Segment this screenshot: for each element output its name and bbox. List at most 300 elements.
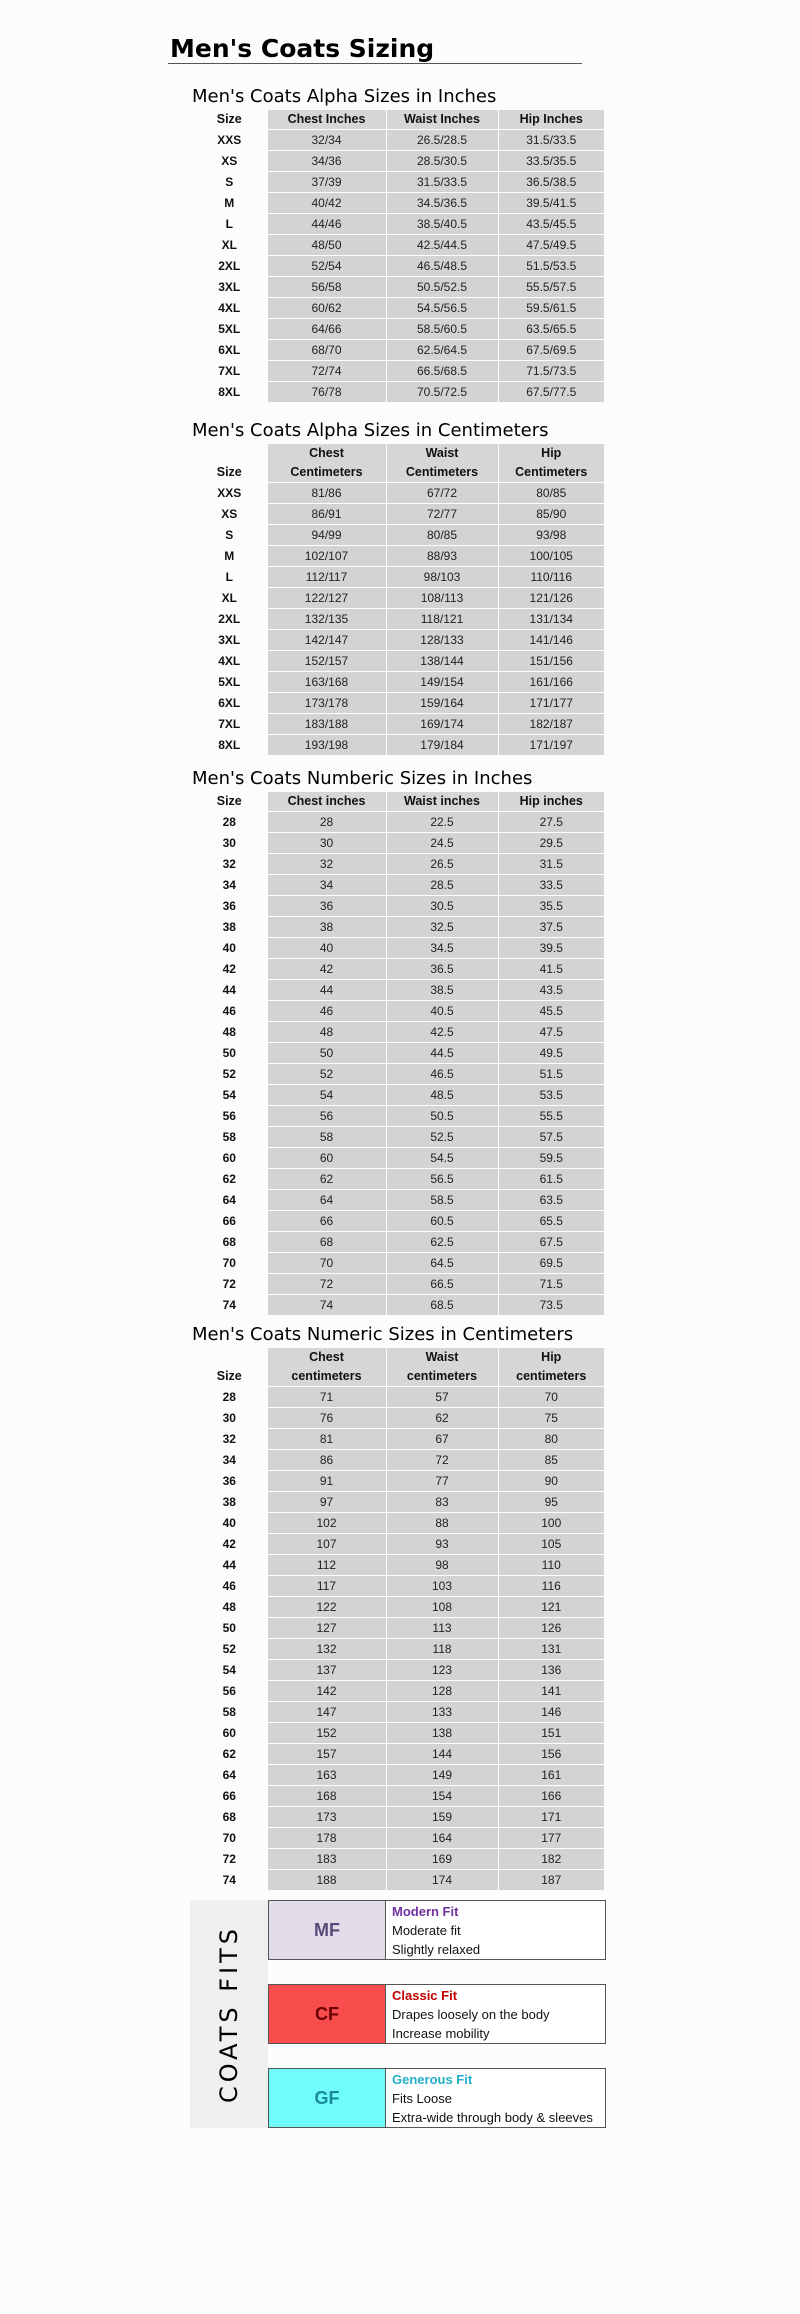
size-cell: 66	[192, 1211, 267, 1232]
header-hip-unit: Centimeters	[498, 463, 604, 483]
size-cell: 32	[192, 1429, 267, 1450]
table-row	[192, 483, 604, 504]
value-cell: 131	[498, 1639, 604, 1660]
size-cell: XXS	[192, 130, 267, 151]
table-row	[192, 1148, 604, 1169]
header-waist-unit: Centimeters	[386, 463, 498, 483]
value-cell: 88/93	[386, 546, 498, 567]
value-cell: 31.5	[498, 854, 604, 875]
value-cell: 141/146	[498, 630, 604, 651]
value-cell: 105	[498, 1534, 604, 1555]
value-cell: 76	[267, 1408, 386, 1429]
table-row	[192, 1001, 604, 1022]
value-cell: 187	[498, 1870, 604, 1891]
value-cell: 142	[267, 1681, 386, 1702]
table-row	[192, 214, 604, 235]
table-row	[192, 630, 604, 651]
value-cell: 74	[267, 1295, 386, 1316]
value-cell: 67.5	[498, 1232, 604, 1253]
value-cell: 149/154	[386, 672, 498, 693]
table-row	[192, 1064, 604, 1085]
value-cell: 94/99	[267, 525, 386, 546]
fit-generous	[268, 2068, 606, 2128]
value-cell: 80/85	[386, 525, 498, 546]
header-blank	[192, 444, 267, 463]
value-cell: 32.5	[386, 917, 498, 938]
value-cell: 55.5/57.5	[498, 277, 604, 298]
value-cell: 163	[267, 1765, 386, 1786]
table-row	[192, 1828, 604, 1849]
value-cell: 151/156	[498, 651, 604, 672]
fit-desc-1: Moderate fit	[392, 1923, 461, 1938]
value-cell: 48	[267, 1022, 386, 1043]
value-cell: 86/91	[267, 504, 386, 525]
value-cell: 70.5/72.5	[386, 382, 498, 403]
fit-classic	[268, 1984, 606, 2044]
value-cell: 67.5/77.5	[498, 382, 604, 403]
table-row	[192, 1702, 604, 1723]
value-cell: 60	[267, 1148, 386, 1169]
size-cell: 48	[192, 1597, 267, 1618]
table-row	[192, 1127, 604, 1148]
value-cell: 30.5	[386, 896, 498, 917]
size-cell: 54	[192, 1660, 267, 1681]
value-cell: 47.5	[498, 1022, 604, 1043]
value-cell: 146	[498, 1702, 604, 1723]
size-cell: XS	[192, 504, 267, 525]
value-cell: 34.5	[386, 938, 498, 959]
value-cell: 122/127	[267, 588, 386, 609]
size-cell: 74	[192, 1870, 267, 1891]
value-cell: 57	[386, 1387, 498, 1408]
size-cell: 58	[192, 1127, 267, 1148]
value-cell: 49.5	[498, 1043, 604, 1064]
size-cell: S	[192, 172, 267, 193]
value-cell: 61.5	[498, 1169, 604, 1190]
header-chest: Chest	[267, 444, 386, 463]
value-cell: 156	[498, 1744, 604, 1765]
value-cell: 85	[498, 1450, 604, 1471]
value-cell: 76/78	[267, 382, 386, 403]
size-cell: S	[192, 525, 267, 546]
value-cell: 93	[386, 1534, 498, 1555]
value-cell: 168	[267, 1786, 386, 1807]
table-row	[192, 340, 604, 361]
table-row	[192, 875, 604, 896]
numeric-cm-section	[192, 1322, 604, 1890]
value-cell: 121	[498, 1597, 604, 1618]
value-cell: 27.5	[498, 812, 604, 833]
fit-desc-2: Slightly relaxed	[392, 1942, 481, 1957]
value-cell: 64/66	[267, 319, 386, 340]
value-cell: 52/54	[267, 256, 386, 277]
header-chest: Chest	[267, 1348, 386, 1367]
header-waist-unit: centimeters	[386, 1367, 498, 1387]
size-cell: 40	[192, 938, 267, 959]
value-cell: 80	[498, 1429, 604, 1450]
size-cell: 48	[192, 1022, 267, 1043]
value-cell: 62.5/64.5	[386, 340, 498, 361]
value-cell: 38	[267, 917, 386, 938]
value-cell: 68/70	[267, 340, 386, 361]
value-cell: 75	[498, 1408, 604, 1429]
size-cell: 50	[192, 1043, 267, 1064]
value-cell: 80/85	[498, 483, 604, 504]
table-row	[192, 1492, 604, 1513]
table-row	[192, 1555, 604, 1576]
value-cell: 56/58	[267, 277, 386, 298]
value-cell: 121/126	[498, 588, 604, 609]
value-cell: 62	[267, 1169, 386, 1190]
size-cell: 2XL	[192, 256, 267, 277]
value-cell: 36.5	[386, 959, 498, 980]
table-row	[192, 714, 604, 735]
value-cell: 112/117	[267, 567, 386, 588]
table-row	[192, 319, 604, 340]
value-cell: 40	[267, 938, 386, 959]
value-cell: 59.5	[498, 1148, 604, 1169]
value-cell: 55.5	[498, 1106, 604, 1127]
size-cell: 6XL	[192, 340, 267, 361]
value-cell: 133	[386, 1702, 498, 1723]
value-cell: 128	[386, 1681, 498, 1702]
value-cell: 117	[267, 1576, 386, 1597]
title-underline	[168, 63, 582, 64]
value-cell: 42.5/44.5	[386, 235, 498, 256]
table-row	[192, 1232, 604, 1253]
size-cell: XL	[192, 235, 267, 256]
fit-name: Generous Fit	[392, 2072, 473, 2087]
size-cell: 34	[192, 875, 267, 896]
size-cell: 44	[192, 980, 267, 1001]
table-row	[192, 854, 604, 875]
table-row	[192, 896, 604, 917]
table-row	[192, 1786, 604, 1807]
value-cell: 46.5	[386, 1064, 498, 1085]
size-cell: 70	[192, 1253, 267, 1274]
value-cell: 110	[498, 1555, 604, 1576]
size-cell: 46	[192, 1576, 267, 1597]
value-cell: 116	[498, 1576, 604, 1597]
table-row	[192, 917, 604, 938]
value-cell: 72	[386, 1450, 498, 1471]
size-cell: 44	[192, 1555, 267, 1576]
size-cell: 52	[192, 1639, 267, 1660]
value-cell: 34/36	[267, 151, 386, 172]
fit-name: Modern Fit	[392, 1904, 459, 1919]
value-cell: 112	[267, 1555, 386, 1576]
value-cell: 72	[267, 1274, 386, 1295]
numeric-inches-table	[192, 792, 604, 1315]
value-cell: 56	[267, 1106, 386, 1127]
table-row	[192, 504, 604, 525]
header-blank	[192, 1348, 267, 1367]
value-cell: 188	[267, 1870, 386, 1891]
value-cell: 45.5	[498, 1001, 604, 1022]
header-hip: Hip Inches	[498, 110, 604, 130]
table-row	[192, 1870, 604, 1891]
table-row	[192, 1471, 604, 1492]
header-waist: Waist Inches	[386, 110, 498, 130]
size-cell: 30	[192, 833, 267, 854]
table-row	[192, 525, 604, 546]
size-cell: 38	[192, 1492, 267, 1513]
value-cell: 152	[267, 1723, 386, 1744]
size-cell: 7XL	[192, 361, 267, 382]
table-row	[192, 193, 604, 214]
value-cell: 86	[267, 1450, 386, 1471]
value-cell: 46.5/48.5	[386, 256, 498, 277]
table-row	[192, 361, 604, 382]
table-row	[192, 1085, 604, 1106]
size-cell: 66	[192, 1786, 267, 1807]
value-cell: 147	[267, 1702, 386, 1723]
value-cell: 91	[267, 1471, 386, 1492]
table-row	[192, 277, 604, 298]
value-cell: 164	[386, 1828, 498, 1849]
header-hip: Hip	[498, 1348, 604, 1367]
value-cell: 31.5/33.5	[498, 130, 604, 151]
value-cell: 32/34	[267, 130, 386, 151]
table-row	[192, 567, 604, 588]
size-cell: 40	[192, 1513, 267, 1534]
value-cell: 71.5	[498, 1274, 604, 1295]
size-cell: 50	[192, 1618, 267, 1639]
table-row	[192, 959, 604, 980]
table-row	[192, 1597, 604, 1618]
size-cell: 8XL	[192, 382, 267, 403]
value-cell: 43.5/45.5	[498, 214, 604, 235]
value-cell: 128/133	[386, 630, 498, 651]
size-cell: 5XL	[192, 672, 267, 693]
size-cell: 74	[192, 1295, 267, 1316]
value-cell: 48/50	[267, 235, 386, 256]
value-cell: 52	[267, 1064, 386, 1085]
value-cell: 39.5	[498, 938, 604, 959]
table-row	[192, 235, 604, 256]
table-row	[192, 1106, 604, 1127]
value-cell: 132	[267, 1639, 386, 1660]
value-cell: 67/72	[386, 483, 498, 504]
value-cell: 178	[267, 1828, 386, 1849]
value-cell: 138/144	[386, 651, 498, 672]
value-cell: 88	[386, 1513, 498, 1534]
size-cell: 2XL	[192, 609, 267, 630]
size-cell: 28	[192, 812, 267, 833]
table-row	[192, 1744, 604, 1765]
fit-code-badge: CF	[269, 1985, 386, 2043]
value-cell: 51.5	[498, 1064, 604, 1085]
value-cell: 161/166	[498, 672, 604, 693]
size-cell: 46	[192, 1001, 267, 1022]
value-cell: 123	[386, 1660, 498, 1681]
value-cell: 65.5	[498, 1211, 604, 1232]
value-cell: 93/98	[498, 525, 604, 546]
value-cell: 69.5	[498, 1253, 604, 1274]
value-cell: 122	[267, 1597, 386, 1618]
size-cell: L	[192, 567, 267, 588]
value-cell: 173/178	[267, 693, 386, 714]
size-cell: 54	[192, 1085, 267, 1106]
value-cell: 70	[267, 1253, 386, 1274]
value-cell: 163/168	[267, 672, 386, 693]
header-chest-unit: Centimeters	[267, 463, 386, 483]
value-cell: 38.5	[386, 980, 498, 1001]
section-title: Men's Coats Alpha Sizes in Centimeters	[192, 420, 549, 441]
value-cell: 100/105	[498, 546, 604, 567]
value-cell: 35.5	[498, 896, 604, 917]
value-cell: 108	[386, 1597, 498, 1618]
value-cell: 73.5	[498, 1295, 604, 1316]
value-cell: 43.5	[498, 980, 604, 1001]
value-cell: 63.5/65.5	[498, 319, 604, 340]
fit-desc-1: Fits Loose	[392, 2091, 452, 2106]
header-hip: Hip inches	[498, 792, 604, 812]
value-cell: 66	[267, 1211, 386, 1232]
value-cell: 177	[498, 1828, 604, 1849]
value-cell: 38.5/40.5	[386, 214, 498, 235]
value-cell: 71	[267, 1387, 386, 1408]
table-row	[192, 1022, 604, 1043]
value-cell: 60.5	[386, 1211, 498, 1232]
value-cell: 182/187	[498, 714, 604, 735]
value-cell: 28.5/30.5	[386, 151, 498, 172]
numeric-inches-section	[192, 766, 604, 1315]
value-cell: 159/164	[386, 693, 498, 714]
value-cell: 107	[267, 1534, 386, 1555]
table-row	[192, 1450, 604, 1471]
value-cell: 157	[267, 1744, 386, 1765]
size-cell: 4XL	[192, 651, 267, 672]
value-cell: 127	[267, 1618, 386, 1639]
value-cell: 149	[386, 1765, 498, 1786]
value-cell: 131/134	[498, 609, 604, 630]
value-cell: 31.5/33.5	[386, 172, 498, 193]
table-row	[192, 1618, 604, 1639]
table-row	[192, 980, 604, 1001]
size-cell: 60	[192, 1148, 267, 1169]
table-row	[192, 172, 604, 193]
value-cell: 33.5	[498, 875, 604, 896]
value-cell: 152/157	[267, 651, 386, 672]
value-cell: 110/116	[498, 567, 604, 588]
section-title: Men's Coats Numberic Sizes in Inches	[192, 768, 533, 789]
size-cell: L	[192, 214, 267, 235]
size-cell: 64	[192, 1765, 267, 1786]
size-cell: 38	[192, 917, 267, 938]
header-waist: Waist	[386, 1348, 498, 1367]
value-cell: 63.5	[498, 1190, 604, 1211]
value-cell: 64	[267, 1190, 386, 1211]
value-cell: 83	[386, 1492, 498, 1513]
value-cell: 173	[267, 1807, 386, 1828]
value-cell: 113	[386, 1618, 498, 1639]
value-cell: 182	[498, 1849, 604, 1870]
size-cell: 5XL	[192, 319, 267, 340]
size-cell: 4XL	[192, 298, 267, 319]
table-row	[192, 1408, 604, 1429]
value-cell: 183/188	[267, 714, 386, 735]
value-cell: 81	[267, 1429, 386, 1450]
table-row	[192, 833, 604, 854]
table-row	[192, 735, 604, 756]
value-cell: 98/103	[386, 567, 498, 588]
value-cell: 166	[498, 1786, 604, 1807]
value-cell: 66.5	[386, 1274, 498, 1295]
size-cell: 34	[192, 1450, 267, 1471]
value-cell: 28	[267, 812, 386, 833]
table-row	[192, 1253, 604, 1274]
table-row	[192, 1387, 604, 1408]
alpha-cm-section	[192, 418, 604, 755]
size-cell: 32	[192, 854, 267, 875]
value-cell: 57.5	[498, 1127, 604, 1148]
value-cell: 60/62	[267, 298, 386, 319]
table-row	[192, 1211, 604, 1232]
value-cell: 62	[386, 1408, 498, 1429]
table-row	[192, 1274, 604, 1295]
value-cell: 47.5/49.5	[498, 235, 604, 256]
value-cell: 46	[267, 1001, 386, 1022]
table-row	[192, 609, 604, 630]
value-cell: 28.5	[386, 875, 498, 896]
table-row	[192, 1681, 604, 1702]
value-cell: 103	[386, 1576, 498, 1597]
value-cell: 161	[498, 1765, 604, 1786]
value-cell: 141	[498, 1681, 604, 1702]
alpha-cm-table	[192, 444, 604, 755]
value-cell: 39.5/41.5	[498, 193, 604, 214]
table-row	[192, 938, 604, 959]
alpha-inches-table	[192, 110, 604, 402]
value-cell: 37/39	[267, 172, 386, 193]
section-title: Men's Coats Numeric Sizes in Centimeters	[192, 1324, 574, 1345]
coats-fits-legend	[190, 1900, 606, 2128]
value-cell: 154	[386, 1786, 498, 1807]
size-cell: 36	[192, 1471, 267, 1492]
value-cell: 193/198	[267, 735, 386, 756]
value-cell: 66.5/68.5	[386, 361, 498, 382]
value-cell: 183	[267, 1849, 386, 1870]
header-size: Size	[216, 1369, 242, 1383]
table-row	[192, 651, 604, 672]
value-cell: 58.5/60.5	[386, 319, 498, 340]
value-cell: 48.5	[386, 1085, 498, 1106]
header-size: Size	[216, 465, 242, 479]
fit-name: Classic Fit	[392, 1988, 458, 2003]
value-cell: 72/74	[267, 361, 386, 382]
value-cell: 22.5	[386, 812, 498, 833]
table-row	[192, 1043, 604, 1064]
value-cell: 77	[386, 1471, 498, 1492]
table-row	[192, 693, 604, 714]
value-cell: 136	[498, 1660, 604, 1681]
value-cell: 26.5	[386, 854, 498, 875]
value-cell: 118	[386, 1639, 498, 1660]
size-cell: 42	[192, 959, 267, 980]
value-cell: 36	[267, 896, 386, 917]
table-row	[192, 151, 604, 172]
value-cell: 64.5	[386, 1253, 498, 1274]
value-cell: 59.5/61.5	[498, 298, 604, 319]
value-cell: 151	[498, 1723, 604, 1744]
value-cell: 118/121	[386, 609, 498, 630]
value-cell: 85/90	[498, 504, 604, 525]
value-cell: 58	[267, 1127, 386, 1148]
size-cell: M	[192, 546, 267, 567]
value-cell: 34	[267, 875, 386, 896]
fit-code-badge: MF	[269, 1901, 386, 1959]
